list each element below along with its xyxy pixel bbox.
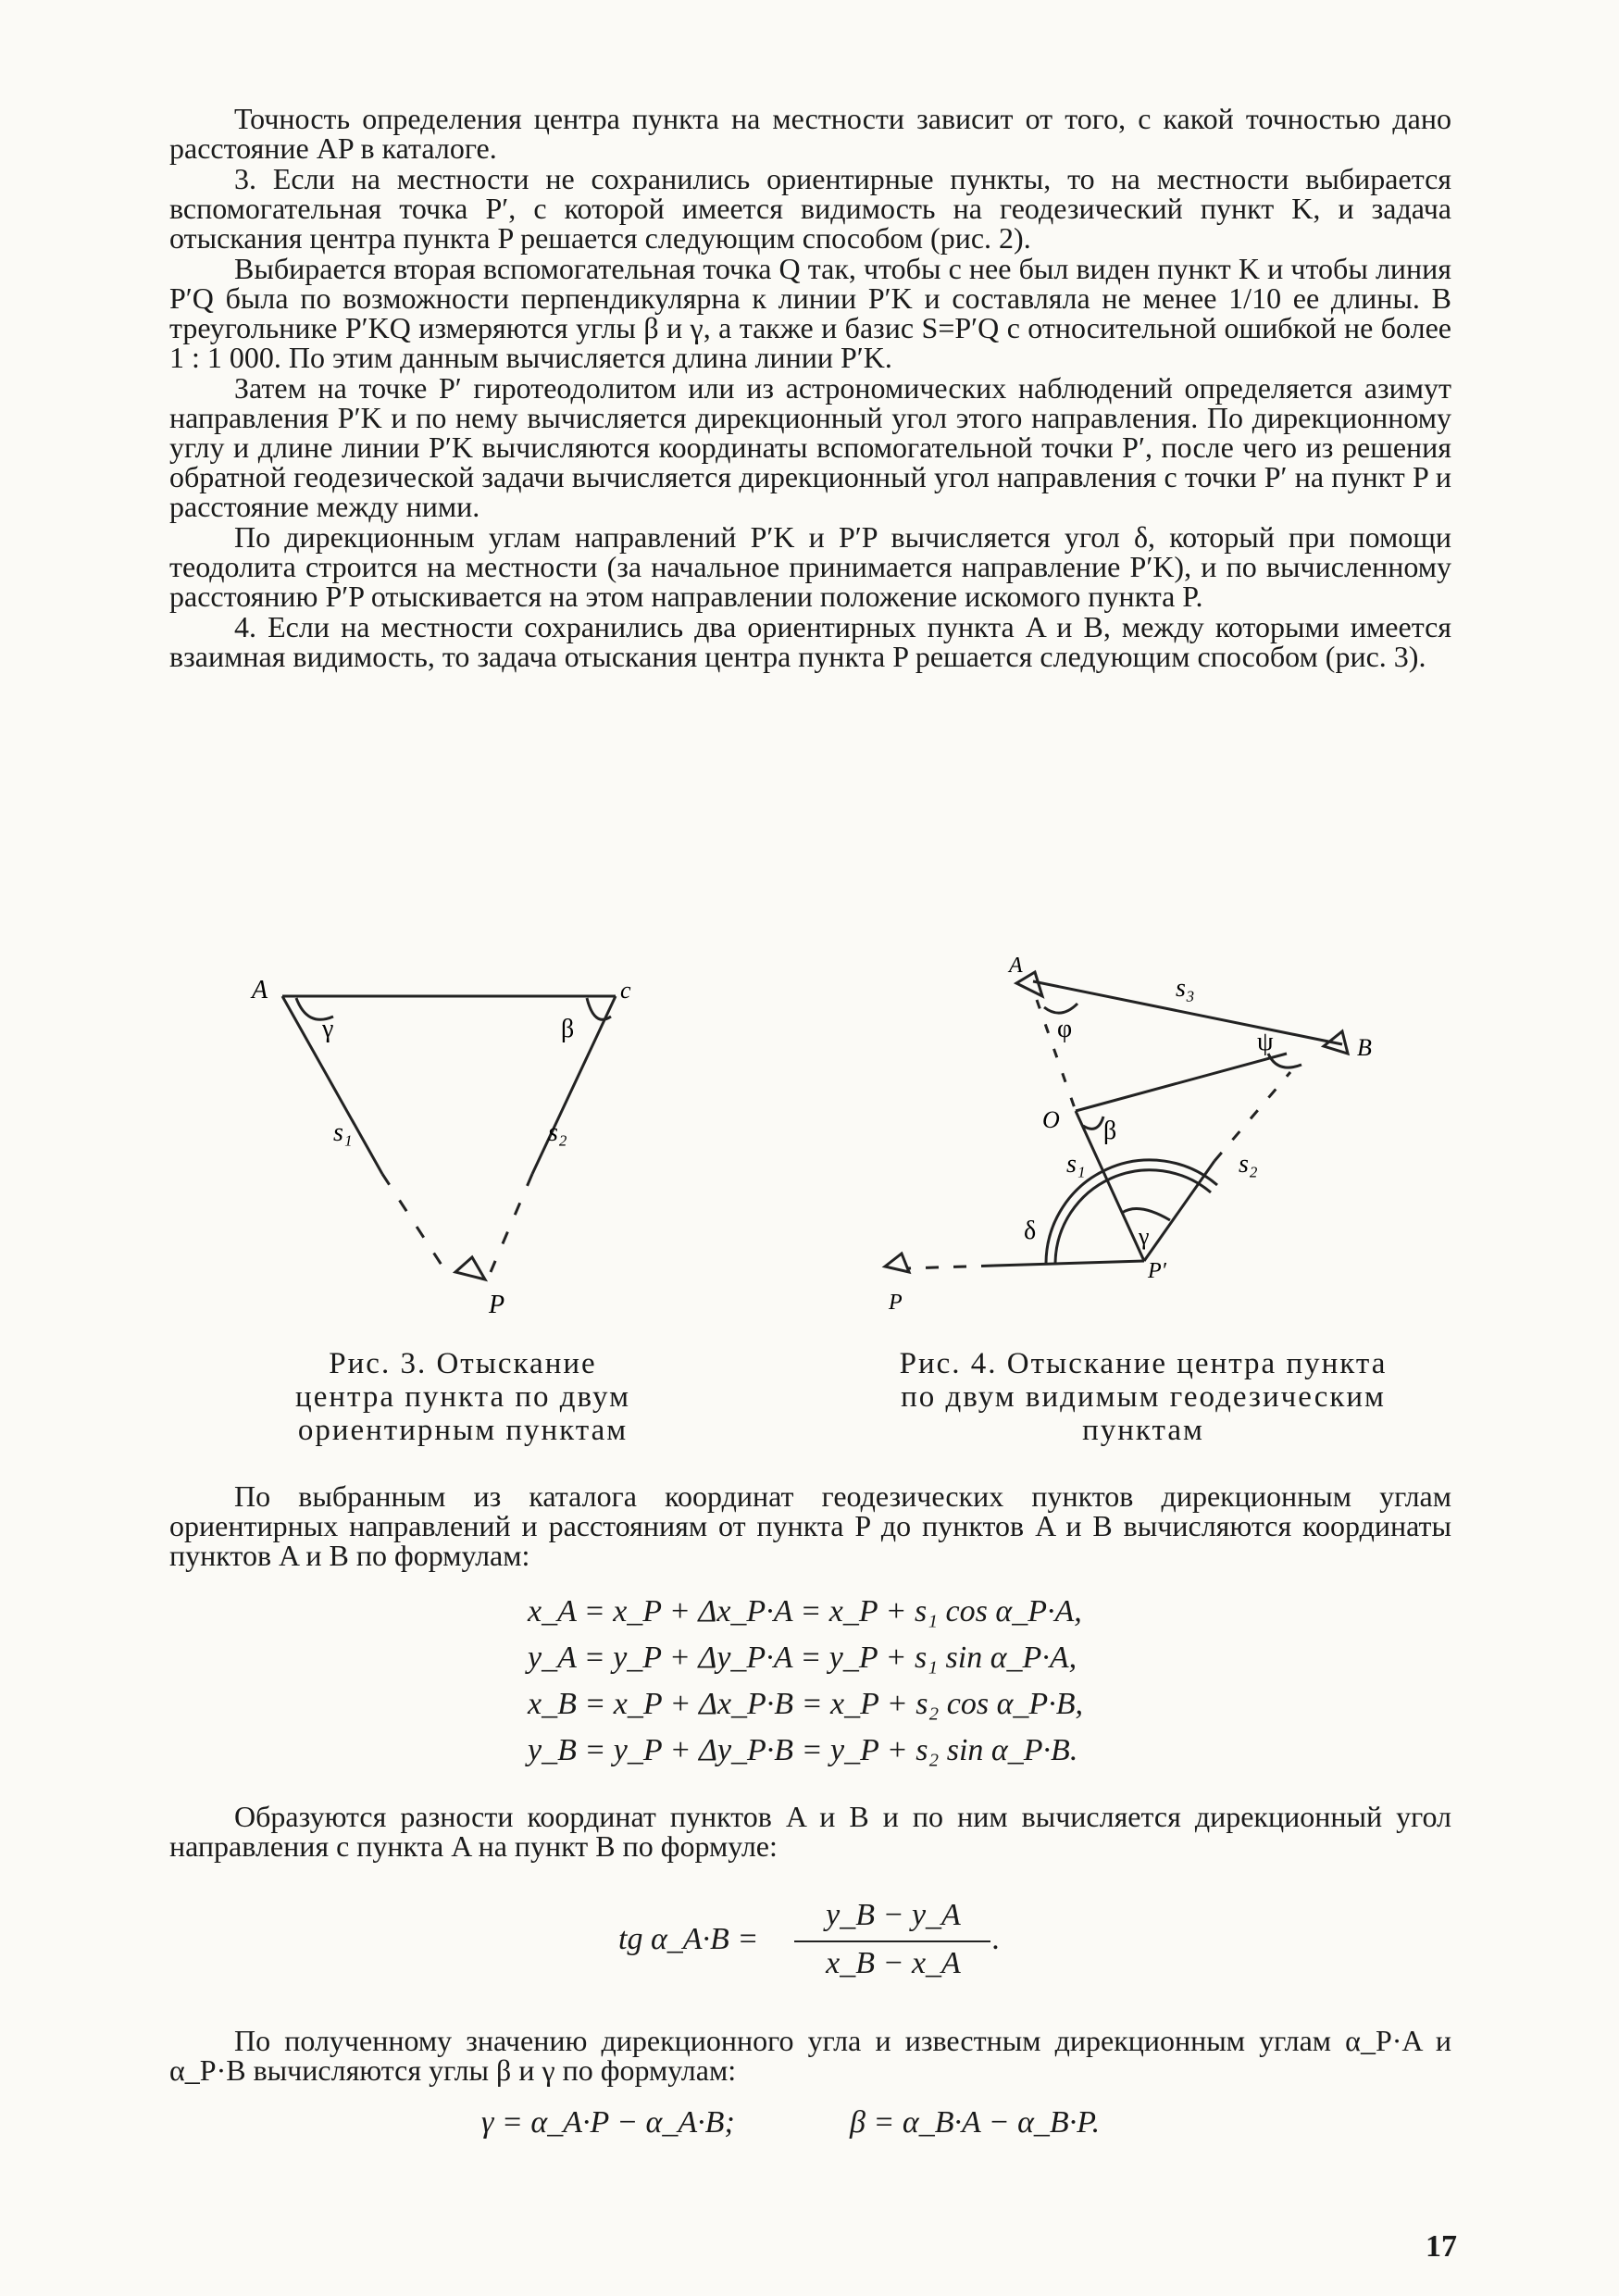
formula-tg-denominator: x_B − x_A: [826, 1946, 961, 1980]
formula-y-b: y_B = y_P + Δy_P·B = y_P + s₂ sin α_P·B.: [528, 1733, 1078, 1767]
label-gamma: γ: [1139, 1223, 1150, 1250]
paragraph: 4. Если на местности сохранились два ориентирных пункта A и B, между которыми имеется взаимная видимость, то задача отыскания центра пункта P решается следующим способом (рис. 3).: [169, 610, 1451, 673]
label-beta: β: [561, 1015, 575, 1043]
bottom-text-2: [169, 2026, 1451, 2086]
label-psi: ψ: [1257, 1028, 1274, 1056]
line-p-prime-p: [994, 1261, 1144, 1266]
angle-arc-beta: [1083, 1117, 1103, 1129]
formula-gamma: γ = α_A·P − α_A·B;: [481, 2105, 735, 2140]
dashed-s1: [382, 1174, 446, 1272]
label-s2: s₂: [1239, 1150, 1258, 1179]
dashed-s2: [491, 1174, 532, 1272]
line-o-b: [1076, 1054, 1287, 1111]
page-number: 17: [1426, 2229, 1457, 2264]
label-a: A: [1009, 954, 1023, 978]
formula-tg-lhs: tg α_A·B =: [618, 1922, 759, 1956]
label-s1: s₁: [333, 1118, 353, 1147]
paragraph: Затем на точке P′ гиротеодолитом или из астрономических наблюдений определяется азимут направления P′K и по нему вычисляется дирекционный угол этого направления. По дирекционному углу и длине линии P′K вычисляются координаты вспомогательной точки P′, после чего из решения обратной геодезической задачи вычисляется дирекционный угол направления с точки P′ на пункт P и расстояние между ними.: [169, 371, 1451, 523]
figure-4-caption: Рис. 4. Отыскание центра пункта по двум видимым геодезическим пунктам: [899, 1347, 1388, 1447]
formula-x-a: x_A = x_P + Δx_P·A = x_P + s₁ cos α_P·A,: [528, 1594, 1082, 1628]
formula-y-a: y_A = y_P + Δy_P·A = y_P + s₁ sin α_P·A,: [528, 1641, 1077, 1675]
label-c: c: [620, 977, 631, 1004]
formula-x-b: x_B = x_P + Δx_P·B = x_P + s₂ cos α_P·B,: [528, 1687, 1083, 1721]
paragraph: По выбранным из каталога координат геодезических пунктов дирекционным углам ориентирных направлений и расстояниям от пункта P до пунктов A и B вычисляются координаты пунктов A и B по формулам:: [169, 1479, 1451, 1572]
bottom-text-1: [169, 1802, 1451, 1862]
label-phi: φ: [1057, 1015, 1073, 1043]
label-s3: s₃: [1176, 974, 1195, 1003]
label-p-prime: P′: [1148, 1259, 1166, 1283]
formula-beta: β = α_B·A − α_B·P.: [850, 2105, 1101, 2140]
paragraph: Образуются разности координат пунктов A и B и по ним вычисляется дирекционный угол направления с пункта A на пункт B по формуле:: [169, 1800, 1451, 1863]
paragraph: Точность определения центра пункта на местности зависит от того, с какой точностью дано расстояние AP в каталоге.: [169, 102, 1451, 165]
label-p: P: [489, 1291, 505, 1319]
label-b: B: [1357, 1034, 1372, 1061]
label-delta: δ: [1024, 1217, 1037, 1245]
paragraph: По полученному значению дирекционного угла и известным дирекционным углам α_P·A и α_P·B вычисляются углы β и γ по формулам:: [169, 2024, 1451, 2087]
dashed-s2: [1214, 1072, 1290, 1161]
point-p-triangle: [885, 1254, 909, 1272]
top-text: [169, 104, 1451, 672]
label-p: P: [889, 1291, 903, 1315]
angle-arc-gamma: [1122, 1209, 1170, 1221]
point-p-triangle: [455, 1257, 485, 1279]
fraction-bar: [794, 1940, 990, 1942]
figure-4-diagram: [861, 935, 1435, 1342]
label-beta: β: [1103, 1117, 1117, 1145]
formula-tg-numerator: y_B − y_A: [826, 1898, 961, 1932]
label-s1: s₁: [1066, 1150, 1086, 1179]
angle-arc-phi: [1044, 1004, 1077, 1013]
dashed-p: [907, 1266, 994, 1268]
figure-3-caption: Рис. 3. Отыскание центра пункта по двум ориентирным пунктам: [295, 1347, 630, 1447]
label-o: O: [1042, 1106, 1060, 1133]
formula-tg-end: .: [992, 1922, 1001, 1956]
label-s2: s₂: [548, 1118, 567, 1147]
label-gamma: γ: [322, 1015, 334, 1043]
label-a: A: [252, 976, 268, 1004]
paragraph: По дирекционным углам направлений P′K и P′P вычисляется угол δ, который при помощи теодолита строится на местности (за начальное принимается направление P′K), и по вычисленному расстоянию P′P отыскивается на этом направлении положение искомого пункта P.: [169, 520, 1451, 613]
figure-3-diagram: [241, 963, 666, 1333]
angle-arc-delta-inner: [1055, 1170, 1211, 1263]
paragraph: Выбирается вторая вспомогательная точка Q так, чтобы с нее был виден пункт K и чтобы линия P′Q была по возможности перпендикулярна к линии P′K и составляла не менее 1/10 ее длины. В треугольнике P′KQ измеряются углы β и γ, а также и базис S=P′Q с относительной ошибкой не более 1 : 1 000. По этим данным вычисляется длина линии P′K.: [169, 252, 1451, 374]
paragraph: 3. Если на местности не сохранились ориентирные пункты, то на местности выбирается вспомогательная точка P′, с которой имеется видимость на геодезический пункт K, и задача отыскания центра пункта P решается следующим способом (рис. 2).: [169, 162, 1451, 255]
middle-text: [169, 1481, 1451, 1571]
